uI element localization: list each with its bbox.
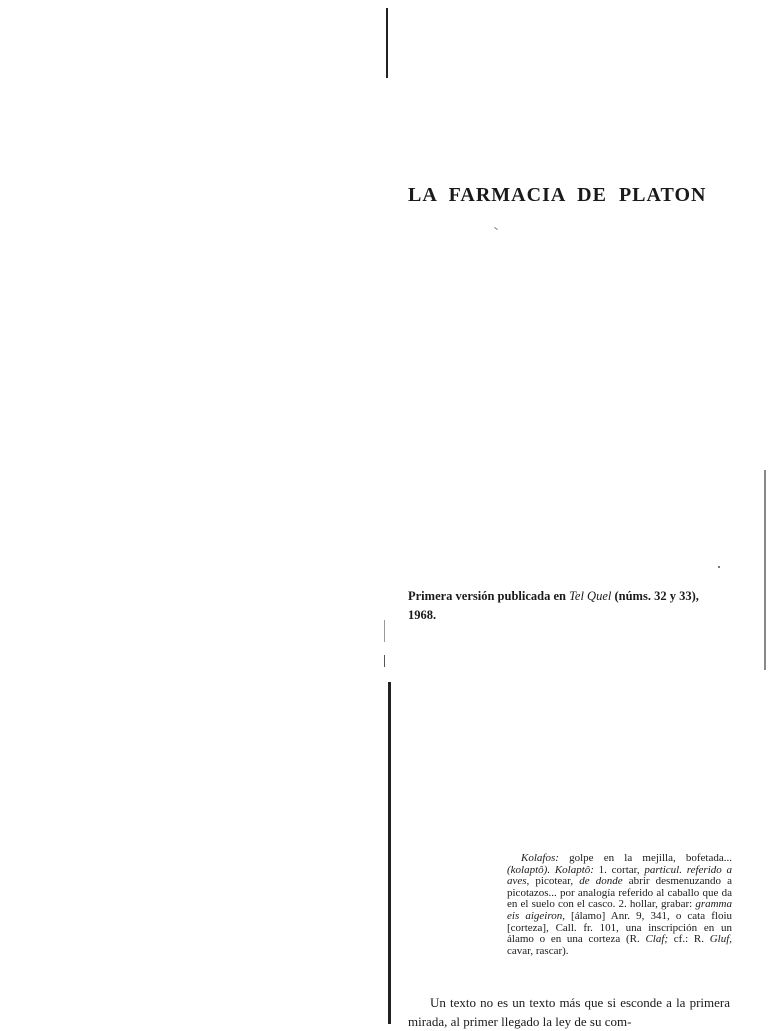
scan-border-line-mid: [384, 620, 385, 642]
scan-speck: [494, 227, 498, 230]
scan-border-line-bottom: [388, 682, 391, 1024]
epigraph-segment: Claf;: [645, 933, 669, 946]
epigraph: [507, 853, 732, 957]
epigraph-segment: cf.: R.: [668, 933, 710, 946]
scan-speck: [718, 566, 720, 568]
publication-note: [408, 587, 723, 625]
epigraph-segment: (kolaptô). Kolaptô:: [507, 863, 594, 876]
publication-note-suffix: (núms. 32 y 33), 1968.: [408, 589, 699, 622]
epigraph-segment: de donde: [579, 875, 623, 888]
epigraph-segment: gramma eis aigeiron,: [507, 898, 732, 922]
epigraph-segment: Kolafos:: [521, 852, 559, 864]
scan-border-line-mid: [384, 655, 385, 667]
epigraph-segment: picotear,: [529, 875, 580, 888]
epigraph-segment: Gluf,: [709, 933, 732, 946]
epigraph-segment: 1. cortar,: [593, 863, 645, 876]
epigraph-segment: abrir desmenuzando a picotazos... por analogía referido al caballo que da en el suelo con el casco. 2. hollar, grabar:: [507, 875, 733, 911]
epigraph-text: [507, 853, 732, 957]
epigraph-segment: [álamo] Anr. 9, 341, o cata floiu [corteza], Call. fr. 101, una inscripción en un álamo o en una corteza (R.: [507, 909, 733, 946]
body-paragraph: [408, 993, 730, 1031]
publication-note-prefix: Primera versión publicada en: [408, 589, 570, 603]
epigraph-segment: golpe en la mejilla, bofetada...: [558, 852, 732, 864]
epigraph-segment: cavar, rascar).: [507, 944, 569, 957]
body-paragraph-text: Un texto no es un texto más que si esconde a la primera mirada, al primer llegado la ley de su com-: [408, 995, 730, 1029]
scan-border-line-right: [764, 470, 766, 670]
epigraph-segment: particul. referido a aves,: [507, 863, 732, 888]
journal-name: Tel Quel: [569, 589, 612, 603]
chapter-title: LA FARMACIA DE PLATON: [408, 184, 707, 206]
scan-border-line-top: [386, 8, 388, 78]
